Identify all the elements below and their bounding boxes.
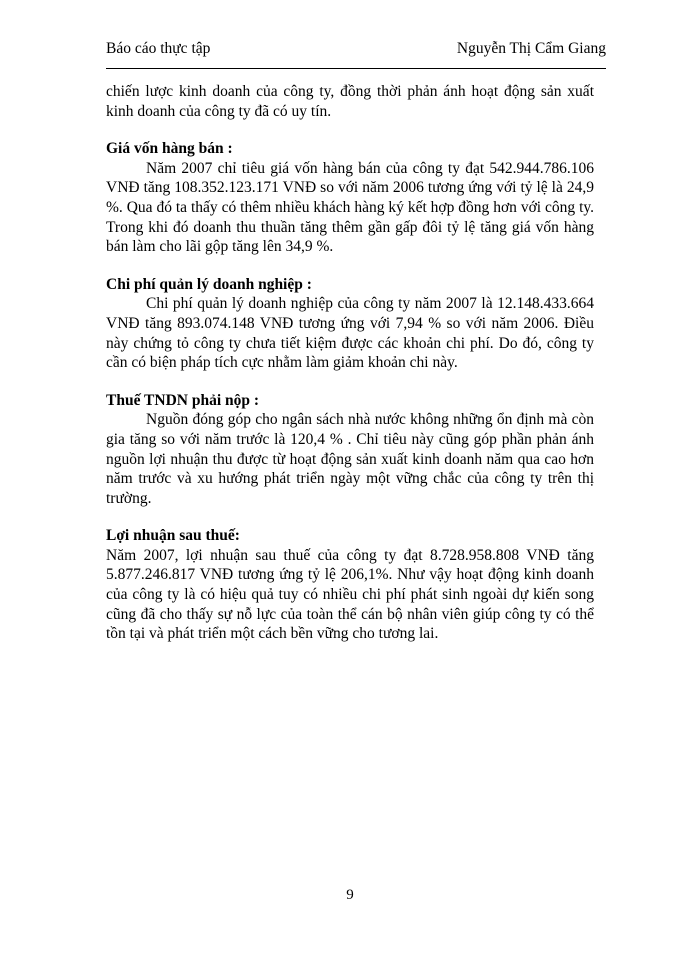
intro-paragraph: chiến lược kinh doanh của công ty, đồng thời phản ánh hoạt động sản xuất kinh doanh của công ty đã có uy tín. [106, 83, 594, 120]
page-number: 9 [346, 887, 354, 903]
heading-cost-of-goods-sold: Giá vốn hàng bán : [106, 140, 233, 158]
header-divider [106, 68, 606, 69]
heading-corporate-tax: Thuế TNDN phải nộp : [106, 391, 260, 409]
header-author-name: Nguyễn Thị Cẩm Giang [456, 40, 606, 57]
page-header [106, 40, 606, 64]
heading-net-profit: Lợi nhuận sau thuế: [106, 527, 240, 545]
document-body [106, 82, 594, 662]
header-report-title: Báo cáo thực tập [106, 40, 211, 57]
paragraph-corporate-tax: Nguồn đóng góp cho ngân sách nhà nước không những ổn định mà còn gia tăng so với năm trước là 120,4 % . Chỉ tiêu này cũng góp phần phản ánh nguồn lợi nhuận thu được từ hoạt động sản xuất kinh doanh năm qua cao hơn năm trước và xu hướng phát triển ngày một vững chắc của công ty trên thị trường. [106, 411, 594, 507]
paragraph-cost-of-goods-sold: Năm 2007 chỉ tiêu giá vốn hàng bán của công ty đạt 542.944.786.106 VNĐ tăng 108.352.123.171 VNĐ so với năm 2006 tương ứng với tỷ lệ là 24,9 %. Qua đó ta thấy có thêm nhiều khách hàng ký kết hợp đồng hơn với công ty. Trong khi đó doanh thu thuần tăng thêm gần gấp đôi tỷ lệ tăng giá vốn hàng bán làm cho lãi gộp tăng lên 34,9 %. [106, 159, 594, 256]
heading-admin-expenses: Chi phí quản lý doanh nghiệp : [106, 275, 312, 293]
paragraph-admin-expenses: Chi phí quản lý doanh nghiệp của công ty năm 2007 là 12.148.433.664 VNĐ tăng 893.074.148 VNĐ tương ứng với 7,94 % so với năm 2006. Điều này chứng tỏ công ty chưa tiết kiệm được các khoản chi phí. Do đó, công ty cần có biện pháp tích cực nhằm làm giảm khoản chi này. [106, 295, 594, 372]
paragraph-net-profit: Năm 2007, lợi nhuận sau thuế của công ty đạt 8.728.958.808 VNĐ tăng 5.877.246.817 VNĐ tương ứng tỷ lệ 206,1%. Như vậy hoạt động kinh doanh của công ty là có hiệu quả tuy có nhiều chi phí phát sinh ngoài dự kiến song cũng đã cho thấy sự nỗ lực của toàn thể cán bộ nhân viên giúp công ty có thể tồn tại và phát triển một cách bền vững cho tương lai. [106, 546, 594, 643]
